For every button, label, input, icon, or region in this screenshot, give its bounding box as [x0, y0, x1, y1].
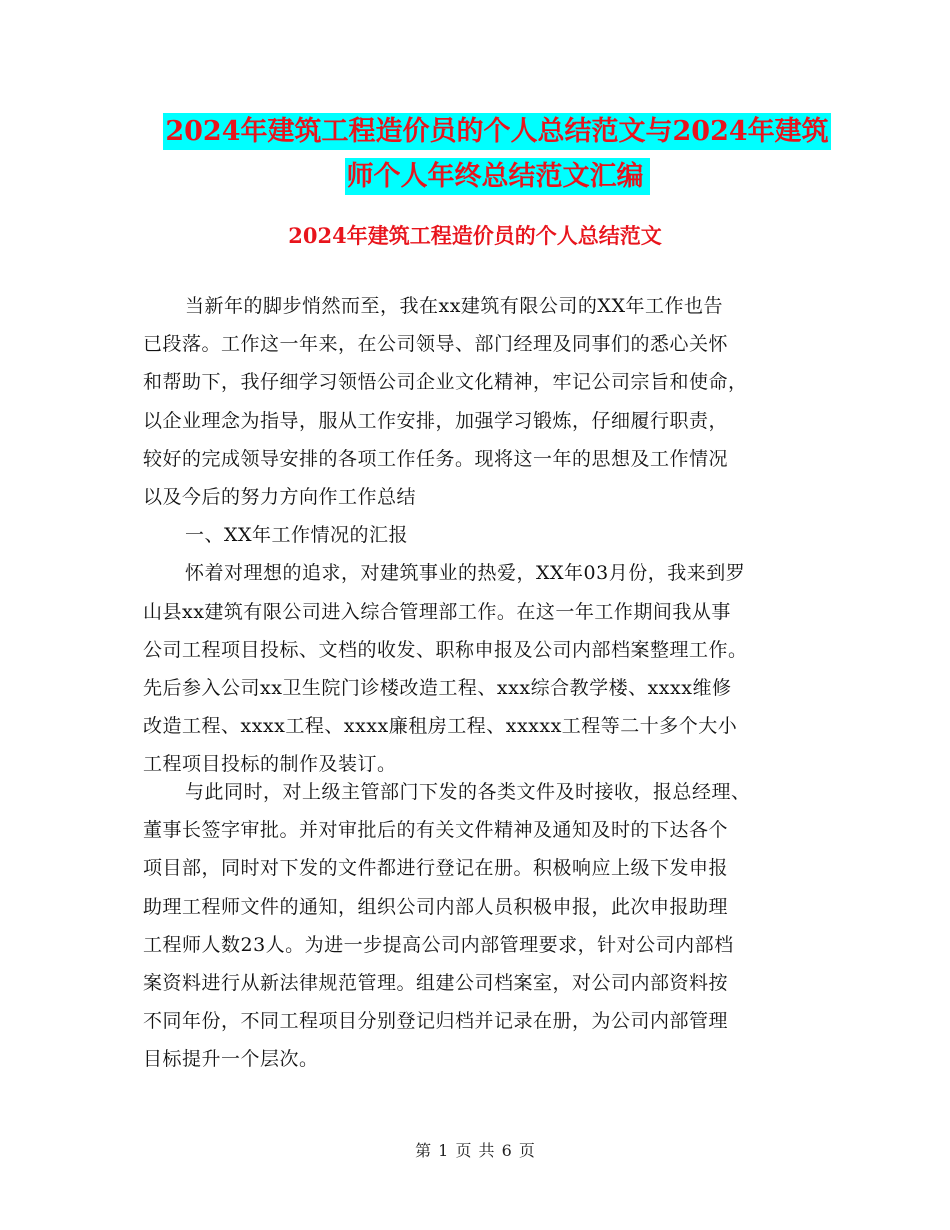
text-line: 改造工程、xxxx工程、xxxx廉租房工程、xxxxx工程等二十多个大小: [143, 715, 738, 738]
section-heading-1: 一、XX年工作情况的汇报: [185, 524, 409, 547]
text-line: 当新年的脚步悄然而至，我在xx建筑有限公司的XX年工作也告: [185, 295, 723, 317]
paragraph-intro: [143, 287, 813, 784]
text-line: 怀着对理想的追求，对建筑事业的热爱，XX年03月份，我来到罗: [185, 562, 746, 585]
text-line: 较好的完成领导安排的各项工作任务。现将这一年的思想及工作情况: [143, 447, 729, 470]
text-line: 不同年份，不同工程项目分别登记归档并记录在册，为公司内部管理: [143, 1010, 729, 1033]
text-line: 工程师人数23人。为进一步提高公司内部管理要求，针对公司内部档: [143, 933, 734, 956]
title-highlight-2: 师个人年终总结范文汇编: [345, 158, 650, 195]
text-line: 和帮助下，我仔细学习领悟公司企业文化精神，牢记公司宗旨和使命，: [143, 371, 748, 394]
text-line: 先后参入公司xx卫生院门诊楼改造工程、xxx综合教学楼、xxxx维修: [143, 677, 732, 700]
text-line: 以及今后的努力方向作工作总结: [143, 486, 417, 509]
text-line: 公司工程项目投标、文档的收发、职称申报及公司内部档案整理工作。: [143, 638, 748, 661]
section-title: 2024年建筑工程造价员的个人总结范文: [288, 223, 662, 248]
text-line: 项目部，同时对下发的文件都进行登记在册。积极响应上级下发申报: [143, 857, 729, 880]
text-line: 已段落。工作这一年来，在公司领导、部门经理及同事们的悉心关怀: [143, 333, 729, 356]
text-line: 案资料进行从新法律规范管理。组建公司档案室，对公司内部资料按: [143, 972, 729, 995]
text-line: 助理工程师文件的通知，组织公司内部人员积极申报，此次申报助理: [143, 895, 729, 918]
paragraph-concurrent-work: [143, 773, 813, 1079]
text-line: 山县xx建筑有限公司进入综合管理部工作。在这一年工作期间我从事: [143, 600, 731, 623]
text-line: 目标提升一个层次。: [143, 1048, 319, 1071]
text-line: 与此同时，对上级主管部门下发的各类文件及时接收，报总经理、: [185, 781, 751, 803]
document-title-line-2: [22, 152, 950, 202]
page-footer: 第 1 页 共 6 页: [415, 1141, 535, 1160]
document-title-line-1: [22, 107, 950, 157]
text-line: 工程项目投标的制作及装订。: [143, 753, 397, 776]
text-line: 以企业理念为指导，服从工作安排，加强学习锻炼，仔细履行职责，: [143, 409, 729, 432]
text-line: 董事长签字审批。并对审批后的有关文件精神及通知及时的下达各个: [143, 819, 729, 842]
title-highlight-1: 2024年建筑工程造价员的个人总结范文与2024年建筑: [163, 113, 830, 150]
